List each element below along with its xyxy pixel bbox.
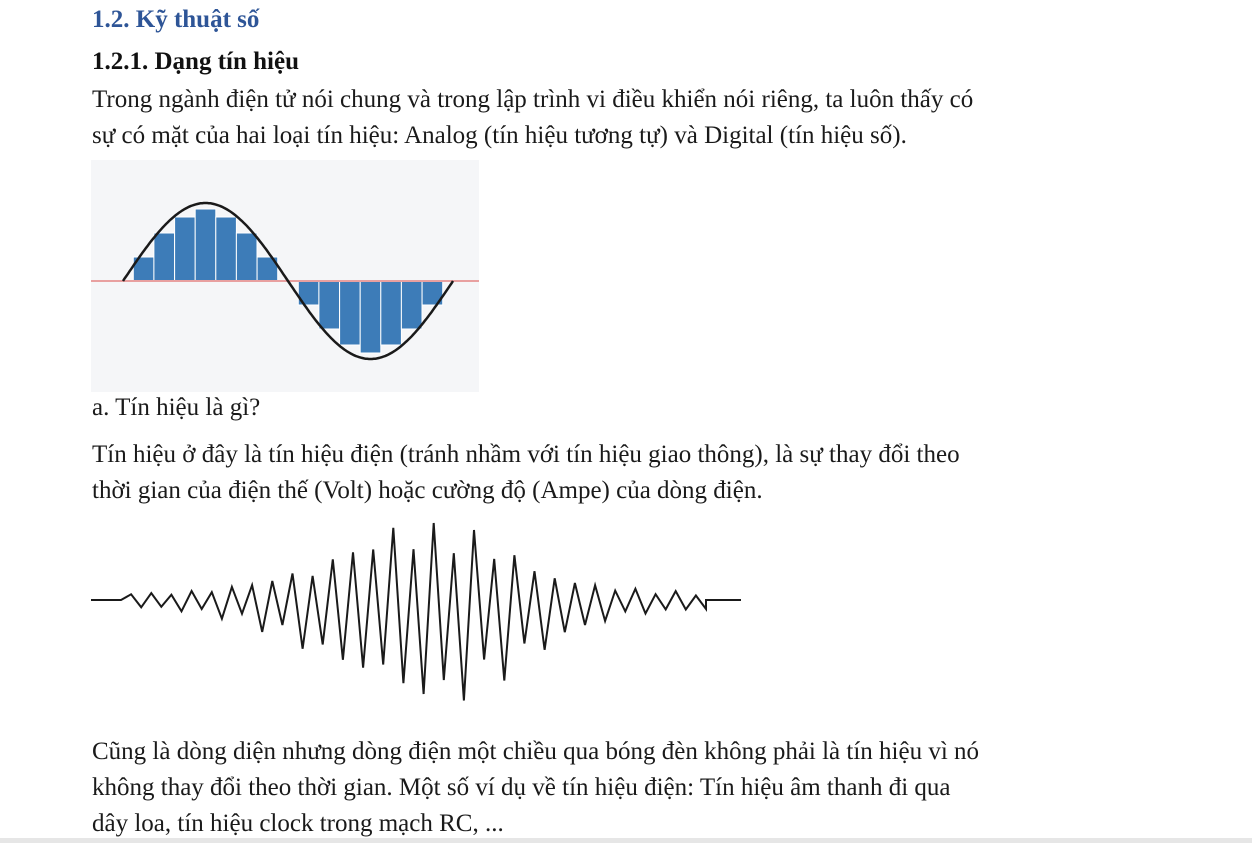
sample-bar (175, 217, 196, 281)
page-bottom-edge (0, 838, 1252, 843)
sampled-sine-figure (91, 160, 479, 392)
sample-bar (381, 281, 402, 345)
intro-line-2: sự có mặt của hai loại tín hiệu: Analog (tín hiệu tương tự) và Digital (tín hiệu số). (92, 122, 907, 149)
signal-waveform-figure (91, 520, 741, 725)
examples-line-1: Cũng là dòng diện nhưng dòng điện một chiều qua bóng đèn không phải là tín hiệu vì nó (92, 738, 980, 765)
sample-bar (216, 217, 237, 281)
examples-line-3: dây loa, tín hiệu clock trong mạch RC, ... (92, 810, 504, 837)
sample-bar (236, 233, 257, 281)
sampled-sine-svg (91, 160, 479, 392)
signal-waveform-line (91, 523, 741, 701)
signal-waveform-svg (91, 520, 741, 725)
examples-paragraph (92, 734, 1212, 842)
question-heading: a. Tín hiệu là gì? (92, 394, 261, 421)
intro-line-1: Trong ngành điện tử nói chung và trong lập trình vi điều khiển nói riêng, ta luôn thấy có (92, 86, 974, 113)
definition-line-2: thời gian của điện thế (Volt) hoặc cường độ (Ampe) của dòng điện. (92, 477, 763, 504)
definition-paragraph (92, 437, 1212, 509)
section-heading: 1.2. Kỹ thuật số (92, 6, 260, 33)
sample-bar (340, 281, 361, 345)
definition-line-1: Tín hiệu ở đây là tín hiệu điện (tránh nhầm với tín hiệu giao thông), là sự thay đổi theo (92, 441, 960, 468)
examples-line-2: không thay đổi theo thời gian. Một số ví dụ về tín hiệu điện: Tín hiệu âm thanh đi qua (92, 774, 951, 801)
sample-bar (154, 233, 175, 281)
subsection-heading: 1.2.1. Dạng tín hiệu (92, 48, 299, 75)
sample-bar (401, 281, 422, 329)
intro-paragraph (92, 82, 1212, 154)
sample-bar (195, 209, 216, 281)
sample-bar (319, 281, 340, 329)
sample-bar (360, 281, 381, 353)
